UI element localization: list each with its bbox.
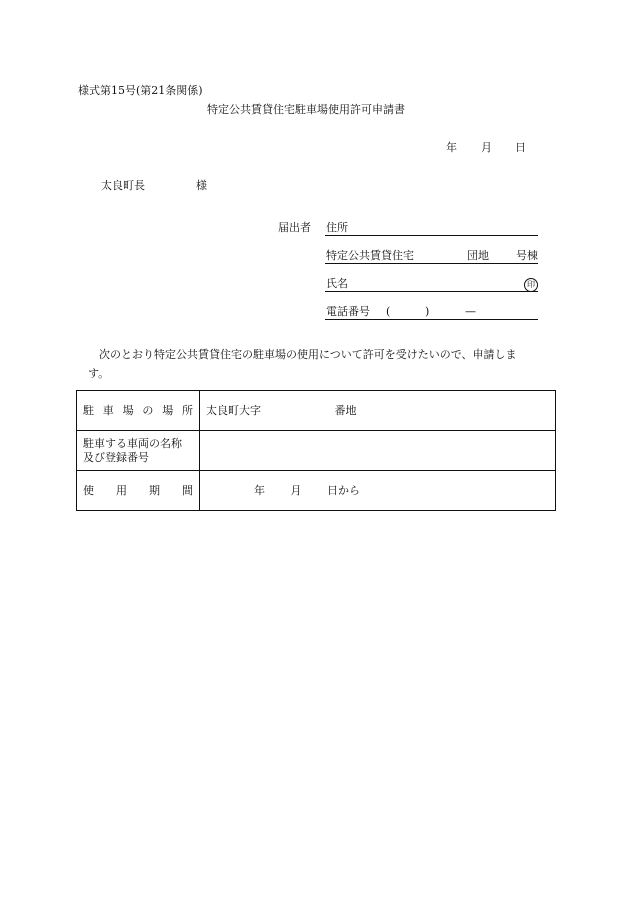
phone-paren-close: ) xyxy=(425,305,430,318)
building-label: 号棟 xyxy=(516,249,538,262)
address-field-line[interactable] xyxy=(325,235,538,236)
vehicle-label-line-1: 駐車する車両の名称 xyxy=(83,436,182,450)
period-label-char: 用 xyxy=(116,483,127,497)
form-title: 特定公共賃貸住宅駐車場使用許可申請書 xyxy=(207,103,405,116)
danchi-label: 団地 xyxy=(467,249,489,262)
addressee-honorific: 様 xyxy=(196,179,207,192)
addressee-name: 太良町長 xyxy=(101,179,145,192)
location-label xyxy=(77,391,200,431)
period-value-cell[interactable] xyxy=(200,471,556,511)
name-field-line[interactable] xyxy=(325,291,538,292)
phone-label: 電話番号 xyxy=(326,305,370,318)
name-label: 氏名 xyxy=(326,277,348,290)
location-suffix: 番地 xyxy=(334,403,357,417)
date-day: 日 xyxy=(515,141,526,154)
seal-mark: 印 xyxy=(524,278,538,292)
phone-paren-open: ( xyxy=(386,305,391,318)
housing-label: 特定公共賃貸住宅 xyxy=(326,249,414,262)
date-month: 月 xyxy=(481,141,492,154)
location-label-char: の xyxy=(142,403,154,417)
period-label xyxy=(77,471,200,511)
table-row-location xyxy=(77,391,556,431)
period-label-char: 期 xyxy=(149,483,160,497)
body-text-line-2: す。 xyxy=(88,367,110,380)
phone-dash: — xyxy=(465,305,476,318)
location-label-char: 所 xyxy=(181,403,193,417)
date-year: 年 xyxy=(446,141,457,154)
period-label-char: 使 xyxy=(83,483,94,497)
location-value-cell[interactable] xyxy=(200,391,556,431)
location-label-char: 場 xyxy=(122,403,134,417)
period-month: 月 xyxy=(290,483,302,497)
table-row-vehicle xyxy=(77,431,556,471)
application-table xyxy=(76,390,556,511)
vehicle-value-cell[interactable] xyxy=(200,431,556,471)
vehicle-label-line-2: 及び登録番号 xyxy=(83,450,149,464)
phone-field-line[interactable] xyxy=(325,319,538,320)
location-label-char: 場 xyxy=(162,403,174,417)
vehicle-label xyxy=(77,431,200,471)
table-row-period xyxy=(77,471,556,511)
housing-field-line[interactable] xyxy=(325,263,538,264)
location-label-char: 駐 xyxy=(83,403,94,417)
location-value: 太良町大字 xyxy=(206,403,261,417)
location-label-char: 車 xyxy=(102,403,114,417)
form-number: 様式第15号(第21条関係) xyxy=(78,84,203,97)
period-year: 年 xyxy=(254,483,265,497)
period-day: 日から xyxy=(327,483,360,497)
period-label-char: 間 xyxy=(182,483,193,497)
applicant-label: 届出者 xyxy=(278,221,311,234)
address-label: 住所 xyxy=(326,221,348,234)
body-text-line-1: 次のとおり特定公共賃貸住宅の駐車場の使用について許可を受けたいので、申請しま xyxy=(99,348,517,361)
